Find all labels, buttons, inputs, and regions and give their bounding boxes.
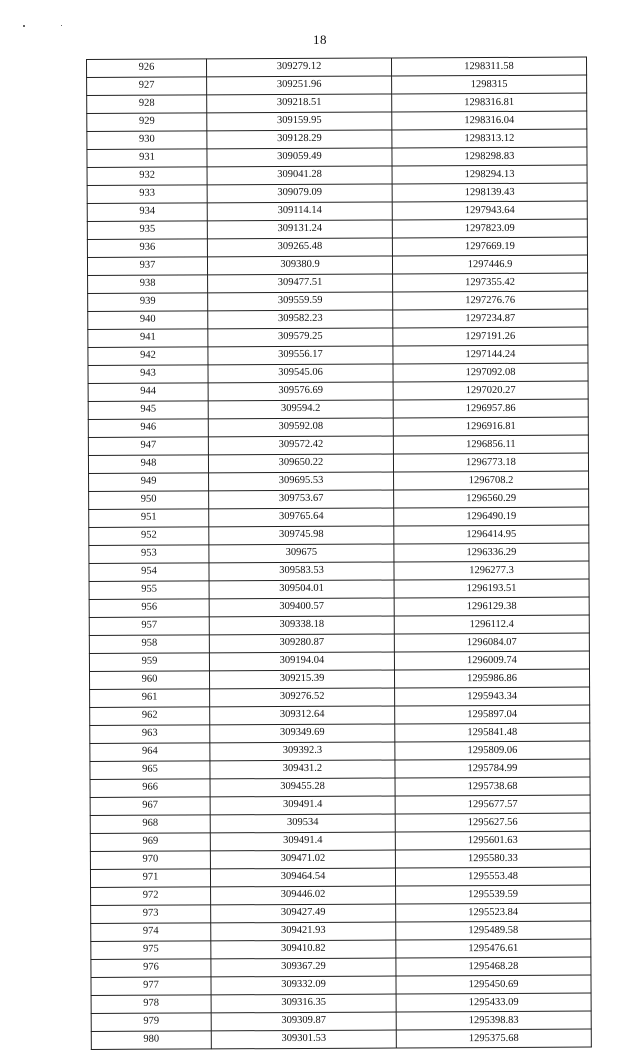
x-coordinate-cell: 309312.64 xyxy=(210,706,395,725)
x-coordinate-cell: 309279.12 xyxy=(207,58,392,77)
y-coordinate-cell: 1296084.07 xyxy=(394,633,589,652)
table-row xyxy=(91,1029,591,1049)
table-row xyxy=(88,363,588,383)
point-number-cell: 967 xyxy=(90,797,210,816)
y-coordinate-cell: 1295553.48 xyxy=(395,867,590,886)
table-row xyxy=(87,129,587,149)
point-number-cell: 977 xyxy=(91,977,211,996)
point-number-cell: 963 xyxy=(90,725,210,744)
x-coordinate-cell: 309380.9 xyxy=(207,256,392,275)
y-coordinate-cell: 1295897.04 xyxy=(395,705,590,724)
y-coordinate-cell: 1297144.24 xyxy=(393,345,588,364)
x-coordinate-cell: 309576.69 xyxy=(208,382,393,401)
y-coordinate-cell: 1297943.64 xyxy=(392,201,587,220)
y-coordinate-cell: 1296009.74 xyxy=(394,651,589,670)
point-number-cell: 959 xyxy=(89,653,209,672)
point-number-cell: 976 xyxy=(91,959,211,978)
point-number-cell: 942 xyxy=(88,347,208,366)
y-coordinate-cell: 1298316.04 xyxy=(392,111,587,130)
point-number-cell: 951 xyxy=(89,509,209,528)
y-coordinate-cell: 1296277.3 xyxy=(394,561,589,580)
table-body xyxy=(87,57,592,1049)
table-row xyxy=(90,849,590,869)
table-row xyxy=(89,507,589,527)
point-number-cell: 954 xyxy=(89,563,209,582)
x-coordinate-cell: 309471.02 xyxy=(210,850,395,869)
point-number-cell: 928 xyxy=(87,95,207,114)
table-row xyxy=(91,975,591,995)
point-number-cell: 966 xyxy=(90,779,210,798)
x-coordinate-cell: 309446.02 xyxy=(211,886,396,905)
x-coordinate-cell: 309464.54 xyxy=(210,868,395,887)
x-coordinate-cell: 309545.06 xyxy=(208,364,393,383)
point-number-cell: 938 xyxy=(88,275,208,294)
table-row xyxy=(88,345,588,365)
point-number-cell: 935 xyxy=(87,221,207,240)
table-row xyxy=(87,93,587,113)
x-coordinate-cell: 309215.39 xyxy=(209,670,394,689)
point-number-cell: 978 xyxy=(91,995,211,1014)
y-coordinate-cell: 1295627.56 xyxy=(395,813,590,832)
scan-speck xyxy=(23,25,25,27)
y-coordinate-cell: 1295841.48 xyxy=(395,723,590,742)
x-coordinate-cell: 309332.09 xyxy=(211,976,396,995)
y-coordinate-cell: 1298311.58 xyxy=(391,57,586,76)
table-row xyxy=(90,723,590,743)
point-number-cell: 943 xyxy=(88,365,208,384)
table-row xyxy=(90,759,590,779)
y-coordinate-cell: 1295677.57 xyxy=(395,795,590,814)
point-number-cell: 931 xyxy=(87,149,207,168)
point-number-cell: 944 xyxy=(88,383,208,402)
y-coordinate-cell: 1295738.68 xyxy=(395,777,590,796)
table-row xyxy=(89,489,589,509)
point-number-cell: 975 xyxy=(91,941,211,960)
table-row xyxy=(88,381,588,401)
point-number-cell: 952 xyxy=(89,527,209,546)
table-row xyxy=(88,273,588,293)
point-number-cell: 970 xyxy=(90,851,210,870)
table-row xyxy=(91,921,591,941)
x-coordinate-cell: 309410.82 xyxy=(211,940,396,959)
y-coordinate-cell: 1295476.61 xyxy=(396,939,591,958)
x-coordinate-cell: 309491.4 xyxy=(210,832,395,851)
y-coordinate-cell: 1297234.87 xyxy=(393,309,588,328)
point-number-cell: 930 xyxy=(87,131,207,150)
y-coordinate-cell: 1295986.86 xyxy=(394,669,589,688)
x-coordinate-cell: 309504.01 xyxy=(209,580,394,599)
y-coordinate-cell: 1298139.43 xyxy=(392,183,587,202)
point-number-cell: 961 xyxy=(90,689,210,708)
point-number-cell: 960 xyxy=(89,671,209,690)
table-row xyxy=(90,687,590,707)
x-coordinate-cell: 309592.08 xyxy=(208,418,393,437)
point-number-cell: 950 xyxy=(89,491,209,510)
x-coordinate-cell: 309753.67 xyxy=(209,490,394,509)
table-row xyxy=(88,327,588,347)
point-number-cell: 941 xyxy=(88,329,208,348)
x-coordinate-cell: 309128.29 xyxy=(207,130,392,149)
y-coordinate-cell: 1297823.09 xyxy=(392,219,587,238)
y-coordinate-cell: 1296414.95 xyxy=(394,525,589,544)
table-row xyxy=(91,993,591,1013)
table-row xyxy=(87,147,587,167)
x-coordinate-cell: 309194.04 xyxy=(209,652,394,671)
point-number-cell: 965 xyxy=(90,761,210,780)
table-row xyxy=(87,57,587,77)
point-number-cell: 926 xyxy=(87,59,207,78)
y-coordinate-cell: 1296490.19 xyxy=(394,507,589,526)
y-coordinate-cell: 1295809.06 xyxy=(395,741,590,760)
page-number: 18 xyxy=(313,32,327,47)
x-coordinate-cell: 309431.2 xyxy=(210,760,395,779)
point-number-cell: 953 xyxy=(89,545,209,564)
point-number-cell: 955 xyxy=(89,581,209,600)
y-coordinate-cell: 1298315 xyxy=(392,75,587,94)
table-row xyxy=(87,219,587,239)
x-coordinate-cell: 309280.87 xyxy=(209,634,394,653)
point-number-cell: 974 xyxy=(91,923,211,942)
x-coordinate-cell: 309579.25 xyxy=(208,328,393,347)
y-coordinate-cell: 1297020.27 xyxy=(393,381,588,400)
point-number-cell: 972 xyxy=(91,887,211,906)
y-coordinate-cell: 1295784.99 xyxy=(395,759,590,778)
x-coordinate-cell: 309594.2 xyxy=(208,400,393,419)
table-row xyxy=(88,435,588,455)
y-coordinate-cell: 1296957.86 xyxy=(393,399,588,418)
table-row xyxy=(91,1011,591,1031)
x-coordinate-cell: 309079.09 xyxy=(207,184,392,203)
y-coordinate-cell: 1298316.81 xyxy=(392,93,587,112)
table-row xyxy=(90,813,590,833)
x-coordinate-cell: 309349.69 xyxy=(210,724,395,743)
x-coordinate-cell: 309131.24 xyxy=(207,220,392,239)
x-coordinate-cell: 309477.51 xyxy=(208,274,393,293)
table-row xyxy=(88,291,588,311)
point-number-cell: 980 xyxy=(91,1031,211,1050)
x-coordinate-cell: 309583.53 xyxy=(209,562,394,581)
x-coordinate-cell: 309251.96 xyxy=(207,76,392,95)
x-coordinate-cell: 309582.23 xyxy=(208,310,393,329)
table-row xyxy=(87,165,587,185)
x-coordinate-cell: 309301.53 xyxy=(211,1030,396,1049)
point-number-cell: 946 xyxy=(88,419,208,438)
x-coordinate-cell: 309427.49 xyxy=(211,904,396,923)
y-coordinate-cell: 1296560.29 xyxy=(394,489,589,508)
y-coordinate-cell: 1296112.4 xyxy=(394,615,589,634)
y-coordinate-cell: 1296708.2 xyxy=(394,471,589,490)
y-coordinate-cell: 1295580.33 xyxy=(395,849,590,868)
x-coordinate-cell: 309218.51 xyxy=(207,94,392,113)
point-number-cell: 939 xyxy=(88,293,208,312)
coordinates-table xyxy=(86,57,592,1050)
point-number-cell: 948 xyxy=(88,455,208,474)
point-number-cell: 958 xyxy=(89,635,209,654)
y-coordinate-cell: 1296336.29 xyxy=(394,543,589,562)
y-coordinate-cell: 1297191.26 xyxy=(393,327,588,346)
table-row xyxy=(90,705,590,725)
point-number-cell: 933 xyxy=(87,185,207,204)
y-coordinate-cell: 1295523.84 xyxy=(396,903,591,922)
point-number-cell: 934 xyxy=(87,203,207,222)
table-row xyxy=(88,309,588,329)
point-number-cell: 964 xyxy=(90,743,210,762)
y-coordinate-cell: 1298294.13 xyxy=(392,165,587,184)
x-coordinate-cell: 309276.52 xyxy=(210,688,395,707)
table-row xyxy=(88,399,588,419)
table-row xyxy=(89,633,589,653)
table-row xyxy=(89,525,589,545)
y-coordinate-cell: 1295398.83 xyxy=(396,1011,591,1030)
point-number-cell: 937 xyxy=(87,257,207,276)
table-row xyxy=(90,741,590,761)
y-coordinate-cell: 1297355.42 xyxy=(393,273,588,292)
x-coordinate-cell: 309159.95 xyxy=(207,112,392,131)
y-coordinate-cell: 1297669.19 xyxy=(392,237,587,256)
table-row xyxy=(90,777,590,797)
y-coordinate-cell: 1297276.76 xyxy=(393,291,588,310)
y-coordinate-cell: 1295489.58 xyxy=(396,921,591,940)
table-row xyxy=(89,597,589,617)
x-coordinate-cell: 309114.14 xyxy=(207,202,392,221)
x-coordinate-cell: 309745.98 xyxy=(209,526,394,545)
table-row xyxy=(91,939,591,959)
point-number-cell: 929 xyxy=(87,113,207,132)
table-row xyxy=(89,579,589,599)
point-number-cell: 936 xyxy=(87,239,207,258)
table-row xyxy=(90,831,590,851)
y-coordinate-cell: 1295433.09 xyxy=(396,993,591,1012)
x-coordinate-cell: 309059.49 xyxy=(207,148,392,167)
x-coordinate-cell: 309367.29 xyxy=(211,958,396,977)
point-number-cell: 971 xyxy=(90,869,210,888)
x-coordinate-cell: 309265.48 xyxy=(207,238,392,257)
x-coordinate-cell: 309309.87 xyxy=(211,1012,396,1031)
table-row xyxy=(90,795,590,815)
x-coordinate-cell: 309765.64 xyxy=(209,508,394,527)
y-coordinate-cell: 1298313.12 xyxy=(392,129,587,148)
point-number-cell: 973 xyxy=(91,905,211,924)
table-row xyxy=(89,651,589,671)
x-coordinate-cell: 309421.93 xyxy=(211,922,396,941)
table-row xyxy=(91,885,591,905)
y-coordinate-cell: 1296916.81 xyxy=(393,417,588,436)
point-number-cell: 945 xyxy=(88,401,208,420)
table-row xyxy=(87,183,587,203)
y-coordinate-cell: 1295450.69 xyxy=(396,975,591,994)
y-coordinate-cell: 1297092.08 xyxy=(393,363,588,382)
y-coordinate-cell: 1295539.59 xyxy=(396,885,591,904)
y-coordinate-cell: 1297446.9 xyxy=(392,255,587,274)
table-row xyxy=(89,669,589,689)
y-coordinate-cell: 1298298.83 xyxy=(392,147,587,166)
y-coordinate-cell: 1295375.68 xyxy=(396,1029,591,1048)
x-coordinate-cell: 309041.28 xyxy=(207,166,392,185)
point-number-cell: 957 xyxy=(89,617,209,636)
y-coordinate-cell: 1296193.51 xyxy=(394,579,589,598)
x-coordinate-cell: 309491.4 xyxy=(210,796,395,815)
x-coordinate-cell: 309534 xyxy=(210,814,395,833)
y-coordinate-cell: 1296856.11 xyxy=(393,435,588,454)
x-coordinate-cell: 309455.28 xyxy=(210,778,395,797)
point-number-cell: 962 xyxy=(90,707,210,726)
x-coordinate-cell: 309559.59 xyxy=(208,292,393,311)
table-row xyxy=(91,903,591,923)
x-coordinate-cell: 309392.3 xyxy=(210,742,395,761)
table-row xyxy=(89,543,589,563)
table-row xyxy=(87,237,587,257)
x-coordinate-cell: 309556.17 xyxy=(208,346,393,365)
point-number-cell: 949 xyxy=(89,473,209,492)
table-row xyxy=(88,417,588,437)
table-row xyxy=(87,201,587,221)
x-coordinate-cell: 309572.42 xyxy=(208,436,393,455)
table-row xyxy=(87,111,587,131)
x-coordinate-cell: 309400.57 xyxy=(209,598,394,617)
point-number-cell: 956 xyxy=(89,599,209,618)
x-coordinate-cell: 309316.35 xyxy=(211,994,396,1013)
table-row xyxy=(90,867,590,887)
x-coordinate-cell: 309695.53 xyxy=(209,472,394,491)
y-coordinate-cell: 1295943.34 xyxy=(395,687,590,706)
table-row xyxy=(91,957,591,977)
x-coordinate-cell: 309675 xyxy=(209,544,394,563)
point-number-cell: 979 xyxy=(91,1013,211,1032)
point-number-cell: 969 xyxy=(90,833,210,852)
point-number-cell: 927 xyxy=(87,77,207,96)
point-number-cell: 940 xyxy=(88,311,208,330)
y-coordinate-cell: 1295468.28 xyxy=(396,957,591,976)
scan-speck xyxy=(61,25,62,26)
point-number-cell: 947 xyxy=(88,437,208,456)
x-coordinate-cell: 309338.18 xyxy=(209,616,394,635)
y-coordinate-cell: 1296129.38 xyxy=(394,597,589,616)
point-number-cell: 932 xyxy=(87,167,207,186)
y-coordinate-cell: 1296773.18 xyxy=(393,453,588,472)
y-coordinate-cell: 1295601.63 xyxy=(395,831,590,850)
x-coordinate-cell: 309650.22 xyxy=(208,454,393,473)
table-row xyxy=(88,453,588,473)
point-number-cell: 968 xyxy=(90,815,210,834)
